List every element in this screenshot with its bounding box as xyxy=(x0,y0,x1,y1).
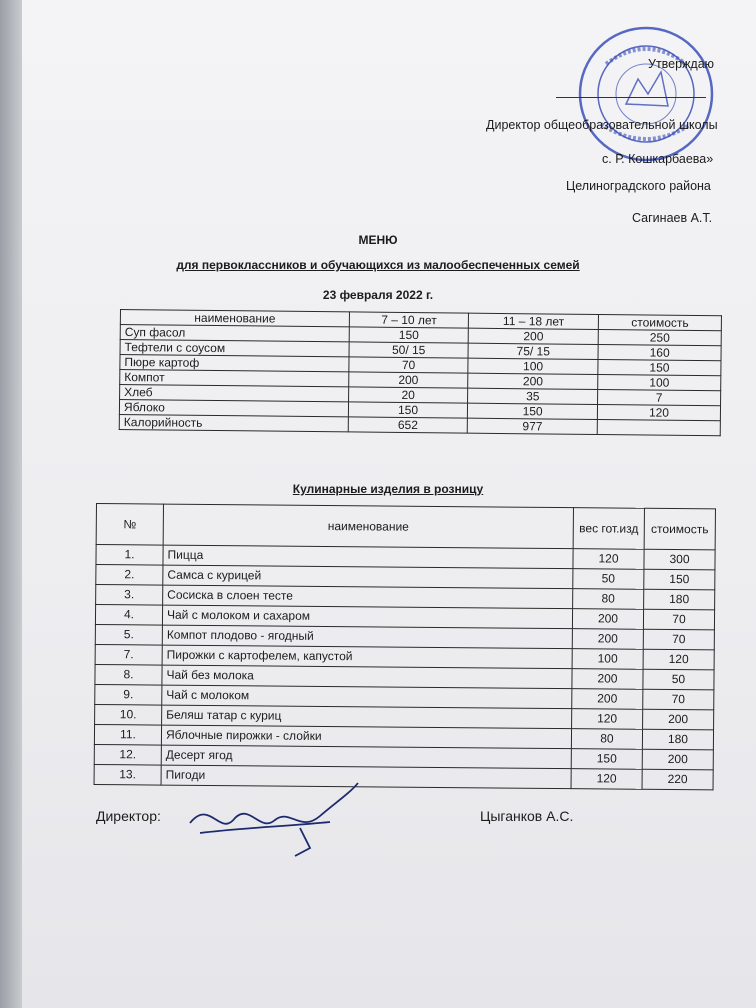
retail-cell: 180 xyxy=(644,589,715,610)
retail-header-cell: стоимость xyxy=(644,508,715,550)
retail-cell: 200 xyxy=(572,629,643,650)
approve-label: Утверждаю xyxy=(648,57,715,71)
retail-cell: Пирожки с картофелем, капустой xyxy=(162,645,572,669)
retail-title: Кулинарные изделия в розницу xyxy=(292,482,484,496)
menu-cell: 100 xyxy=(468,358,598,374)
menu-cell: Тефтели с соусом xyxy=(120,340,349,357)
retail-header-cell: № xyxy=(96,504,163,546)
menu-cell: Калорийность xyxy=(119,414,348,431)
menu-cell xyxy=(597,420,720,436)
retail-cell: 220 xyxy=(642,769,713,790)
menu-cell: 50/ 15 xyxy=(349,342,468,358)
retail-cell: 200 xyxy=(572,609,643,630)
retail-cell: 200 xyxy=(572,689,643,710)
retail-cell: 9. xyxy=(95,684,162,705)
menu-table xyxy=(119,309,722,436)
menu-cell: 7 xyxy=(598,390,721,406)
retail-cell: 70 xyxy=(643,609,714,630)
director-name: Цыганков А.С. xyxy=(480,808,574,824)
retail-cell: 13. xyxy=(94,764,161,785)
retail-cell: 120 xyxy=(572,709,643,730)
menu-cell: Компот xyxy=(120,370,349,387)
retail-cell: Самса с курицей xyxy=(163,565,573,589)
menu-cell: 150 xyxy=(468,403,598,419)
retail-cell: 200 xyxy=(643,709,714,730)
retail-cell: Чай с молоком xyxy=(162,685,572,709)
menu-cell: 150 xyxy=(598,360,721,376)
retail-cell: 50 xyxy=(573,569,644,590)
retail-cell: 70 xyxy=(643,689,714,710)
retail-cell: 70 xyxy=(643,629,714,650)
retail-cell: 12. xyxy=(94,744,161,765)
retail-cell: 100 xyxy=(572,649,643,670)
retail-cell: Беляш татар с куриц xyxy=(162,705,572,729)
district-name: Целиноградского района xyxy=(566,179,711,193)
retail-cell: 8. xyxy=(95,664,162,685)
background-edge xyxy=(0,0,22,1008)
menu-cell: 200 xyxy=(468,328,598,344)
menu-cell: 150 xyxy=(349,327,468,343)
menu-cell: Хлеб xyxy=(120,385,349,402)
director-label: Директор: xyxy=(96,808,161,824)
retail-cell: 2. xyxy=(96,565,163,586)
menu-cell: Суп фасол xyxy=(120,325,349,342)
retail-table xyxy=(94,503,716,790)
menu-header-cell: 11 – 18 лет xyxy=(469,313,599,329)
retail-header-cell: наименование xyxy=(163,504,573,549)
menu-cell: 75/ 15 xyxy=(468,343,598,359)
document-subtitle: для первоклассников и обучающихся из малообеспеченных семей xyxy=(176,258,580,272)
retail-cell: Компот плодово - ягодный xyxy=(162,625,572,649)
menu-cell: 150 xyxy=(348,402,467,418)
menu-cell: Пюре картоф xyxy=(120,355,349,372)
retail-cell: Чай без молока xyxy=(162,665,572,689)
official-stamp xyxy=(576,24,716,164)
menu-cell: 250 xyxy=(598,330,721,346)
menu-cell: 200 xyxy=(349,372,468,388)
retail-cell: 120 xyxy=(643,649,714,670)
document-title: МЕНЮ xyxy=(358,233,398,247)
retail-header-cell: вес гот.изд xyxy=(573,508,644,550)
menu-header-cell: 7 – 10 лет xyxy=(349,312,468,328)
retail-cell: Пицца xyxy=(163,545,573,569)
retail-cell: 120 xyxy=(573,549,644,570)
menu-cell: 120 xyxy=(598,405,721,421)
retail-cell: Чай с молоком и сахаром xyxy=(162,605,572,629)
retail-cell: 200 xyxy=(572,669,643,690)
menu-cell: 70 xyxy=(349,357,468,373)
retail-cell: 11. xyxy=(94,724,161,745)
retail-cell: 180 xyxy=(642,729,713,750)
retail-cell: 1. xyxy=(96,545,163,566)
retail-cell: 3. xyxy=(96,585,163,606)
retail-cell: 150 xyxy=(571,749,642,770)
retail-cell: Яблочные пирожки - слойки xyxy=(161,725,571,749)
menu-cell: 977 xyxy=(467,418,597,434)
approver-name: Сагинаев А.Т. xyxy=(632,211,713,225)
director-signature xyxy=(180,778,370,868)
retail-cell: 200 xyxy=(642,749,713,770)
menu-header-cell: стоимость xyxy=(598,315,721,331)
retail-cell: 80 xyxy=(573,589,644,610)
school-name: с. Р. Кошкарбаева» xyxy=(602,152,714,166)
retail-cell: 4. xyxy=(95,605,162,626)
retail-cell: Пигоди xyxy=(161,765,571,789)
menu-cell: 35 xyxy=(468,388,598,404)
retail-cell: 10. xyxy=(95,704,162,725)
menu-cell: 652 xyxy=(348,417,467,433)
menu-header-cell: наименование xyxy=(120,310,349,327)
retail-cell: 150 xyxy=(644,569,715,590)
retail-cell: 7. xyxy=(95,644,162,665)
menu-cell: Яблоко xyxy=(119,400,348,417)
menu-cell: 200 xyxy=(468,373,598,389)
retail-cell: 50 xyxy=(643,669,714,690)
menu-cell: 160 xyxy=(598,345,721,361)
approver-position: Директор общеобразовательной школы xyxy=(486,118,718,132)
retail-cell: 300 xyxy=(644,549,715,570)
retail-cell: 120 xyxy=(571,769,642,790)
menu-cell: 20 xyxy=(349,387,468,403)
menu-date: 23 февраля 2022 г. xyxy=(322,288,434,302)
menu-cell: 100 xyxy=(598,375,721,391)
retail-cell: Десерт ягод xyxy=(161,745,571,769)
approval-signature-line xyxy=(556,97,706,98)
retail-cell: 5. xyxy=(95,624,162,645)
retail-cell: Сосиска в слоен тесте xyxy=(163,585,573,609)
retail-header-row xyxy=(96,504,715,550)
retail-cell: 80 xyxy=(571,729,642,750)
